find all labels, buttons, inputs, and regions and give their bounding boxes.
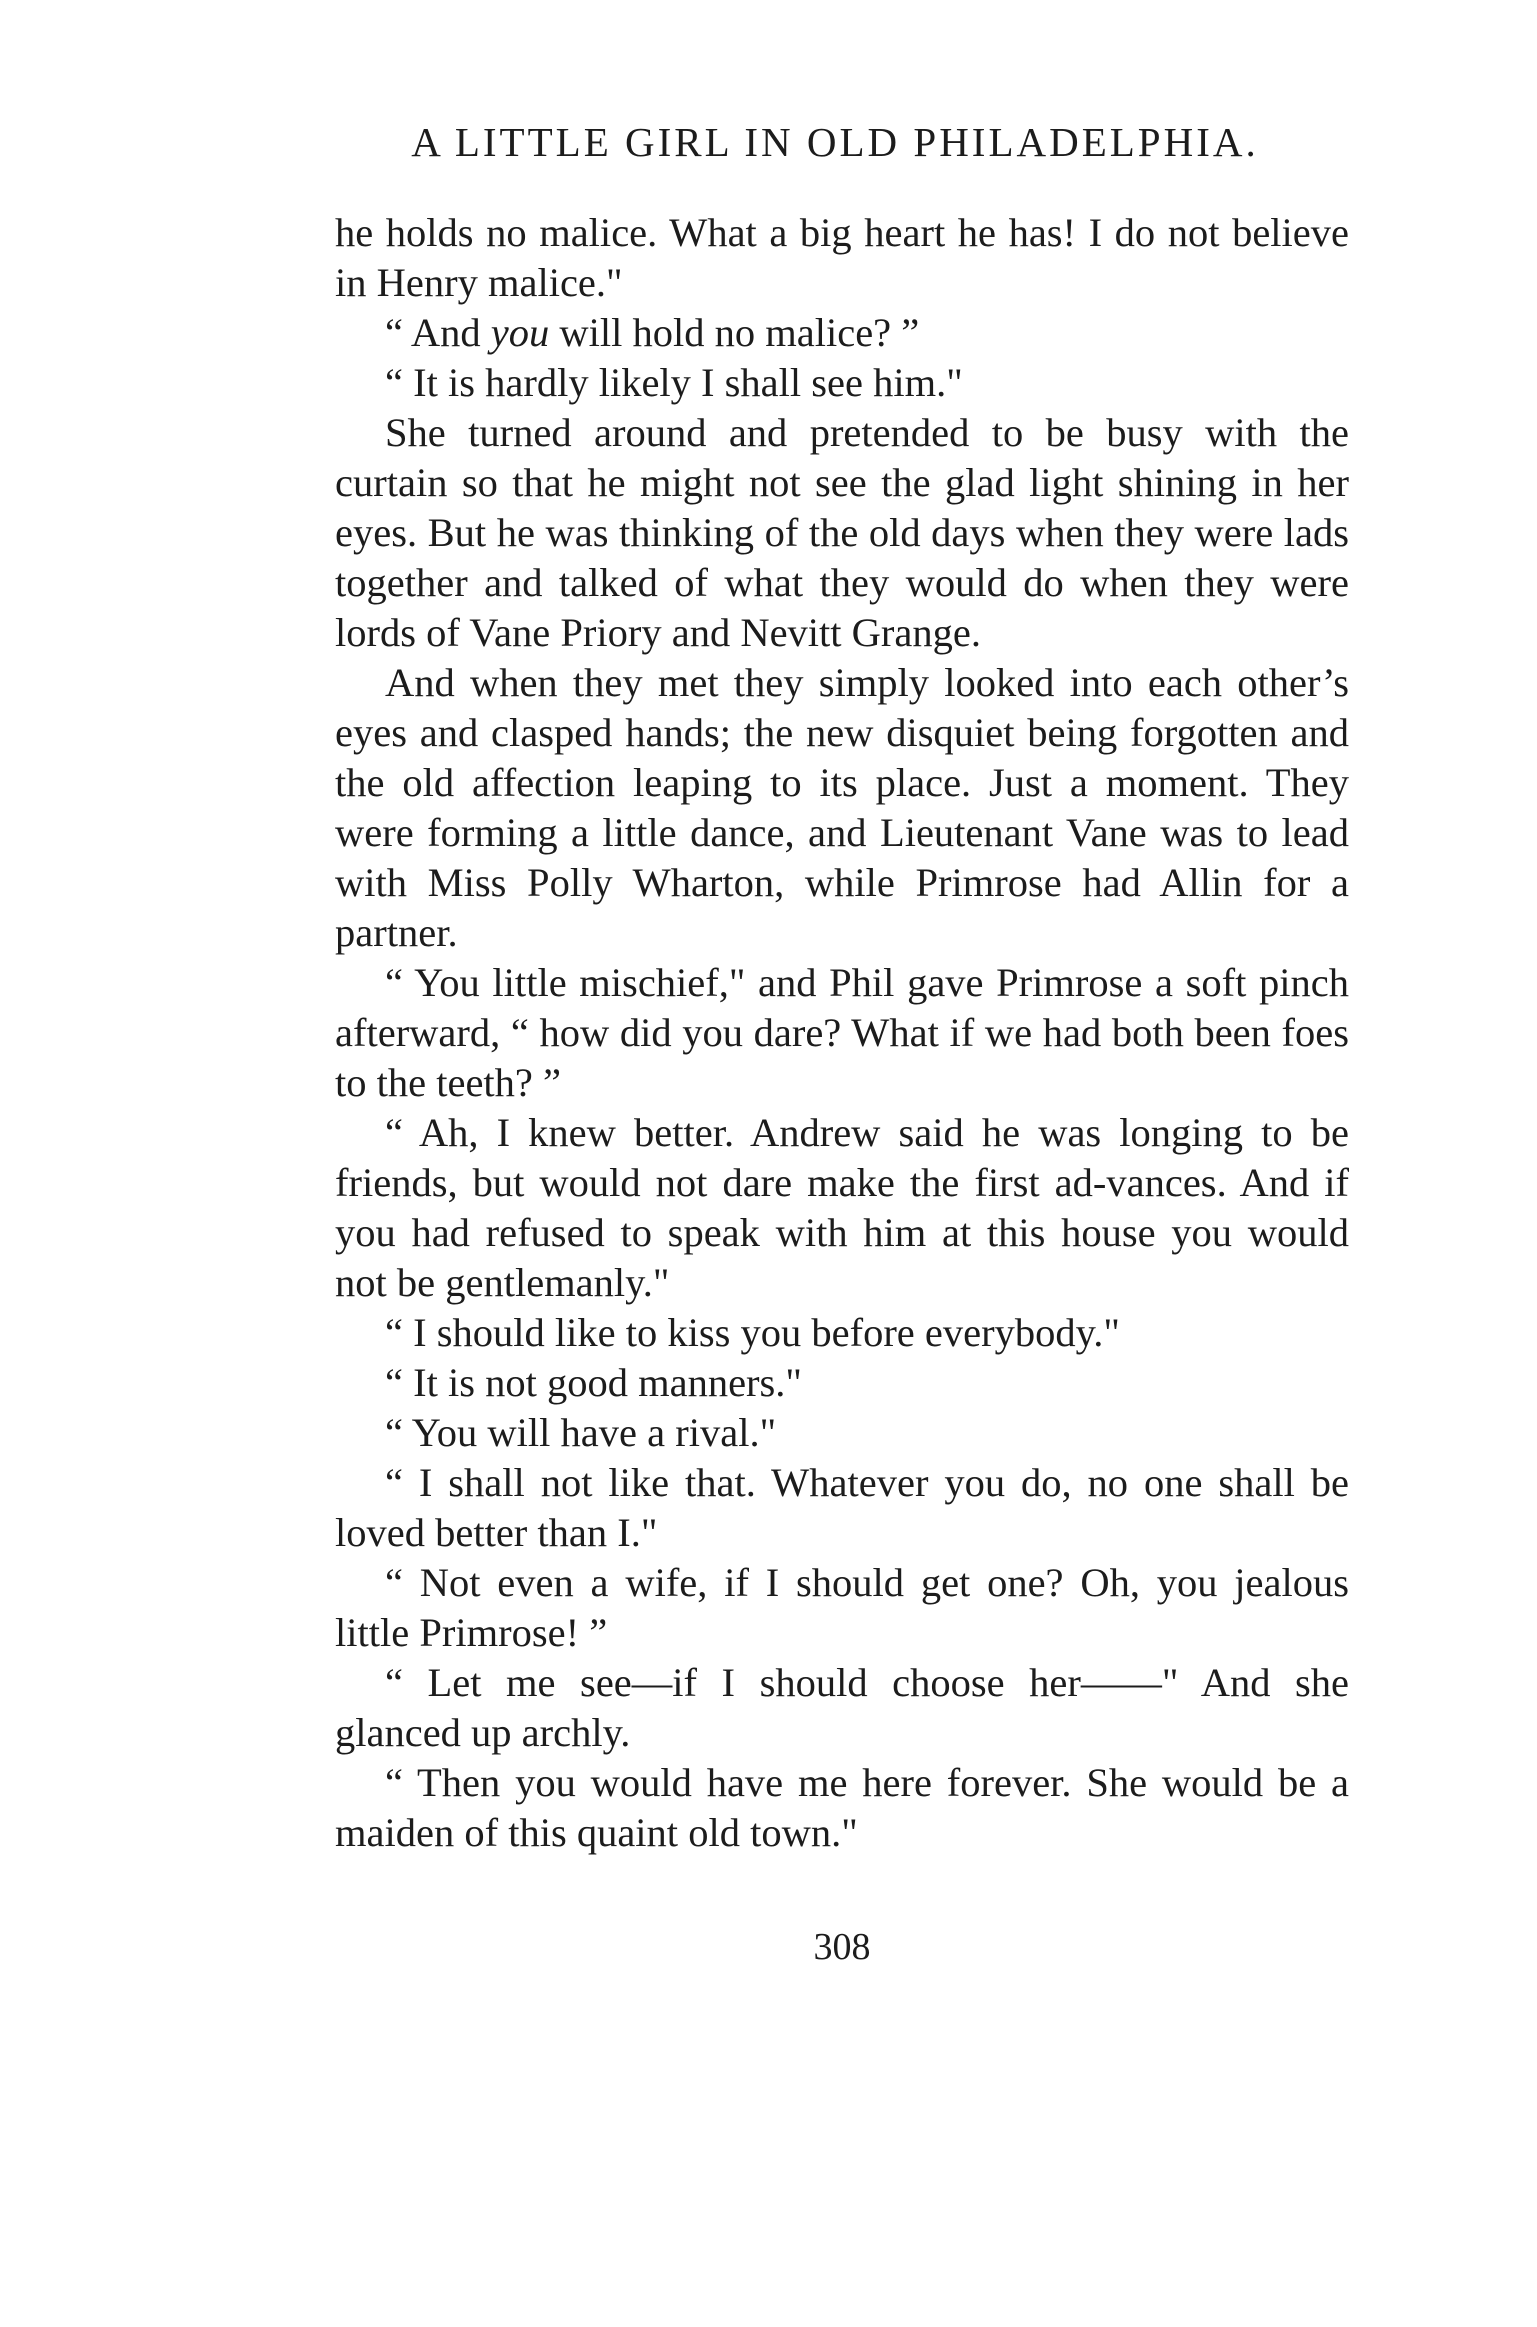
paragraph: he holds no malice. What a big heart he has! I do not believe in Henry malice." <box>335 210 1349 305</box>
paragraph: “ Ah, I knew better. Andrew said he was longing to be friends, but would not dare make the first ad-vances. And if you had refused to speak with him at this house you would not be gentlemanly." <box>335 1110 1349 1305</box>
emphasis: you <box>490 310 550 355</box>
paragraph <box>335 308 1349 358</box>
paragraph: “ Then you would have me here forever. She would be a maiden of this quaint old town." <box>335 1760 1349 1855</box>
paragraph: “ It is hardly likely I shall see him." <box>385 360 963 405</box>
paragraph: “ It is not good manners." <box>385 1360 802 1405</box>
paragraph: “ You will have a rival." <box>385 1410 777 1455</box>
paragraph: “ You little mischief," and Phil gave Primrose a soft pinch afterward, “ how did you dare? What if we had both been foes to the teeth? ” <box>335 960 1349 1105</box>
paragraph-text: will hold no malice? ” <box>549 310 920 355</box>
paragraph-text: “ And <box>385 310 491 355</box>
paragraph: “ Let me see—if I should choose her——" And she glanced up archly. <box>335 1660 1349 1755</box>
running-head: A LITTLE GIRL IN OLD PHILADELPHIA. <box>411 119 1259 165</box>
paragraph: And when they met they simply looked into each other’s eyes and clasped hands; the new disquiet being forgotten and the old affection leaping to its place. Just a moment. They were forming a little dance, and Lieutenant Vane was to lead with Miss Polly Wharton, while Primrose had Allin for a partner. <box>335 660 1349 955</box>
paragraph: “ Not even a wife, if I should get one? Oh, you jealous little Primrose! ” <box>335 1560 1349 1655</box>
body-text <box>335 208 1349 1858</box>
paragraph: “ I should like to kiss you before everybody." <box>385 1310 1120 1355</box>
page-number: 308 <box>813 1926 871 1968</box>
paragraph: She turned around and pretended to be busy with the curtain so that he might not see the glad light shining in her eyes. But he was thinking of the old days when they were lads together and talked of what they would do when they were lords of Vane Priory and Nevitt Grange. <box>335 410 1349 655</box>
paragraph: “ I shall not like that. Whatever you do, no one shall be loved better than I." <box>335 1460 1349 1555</box>
